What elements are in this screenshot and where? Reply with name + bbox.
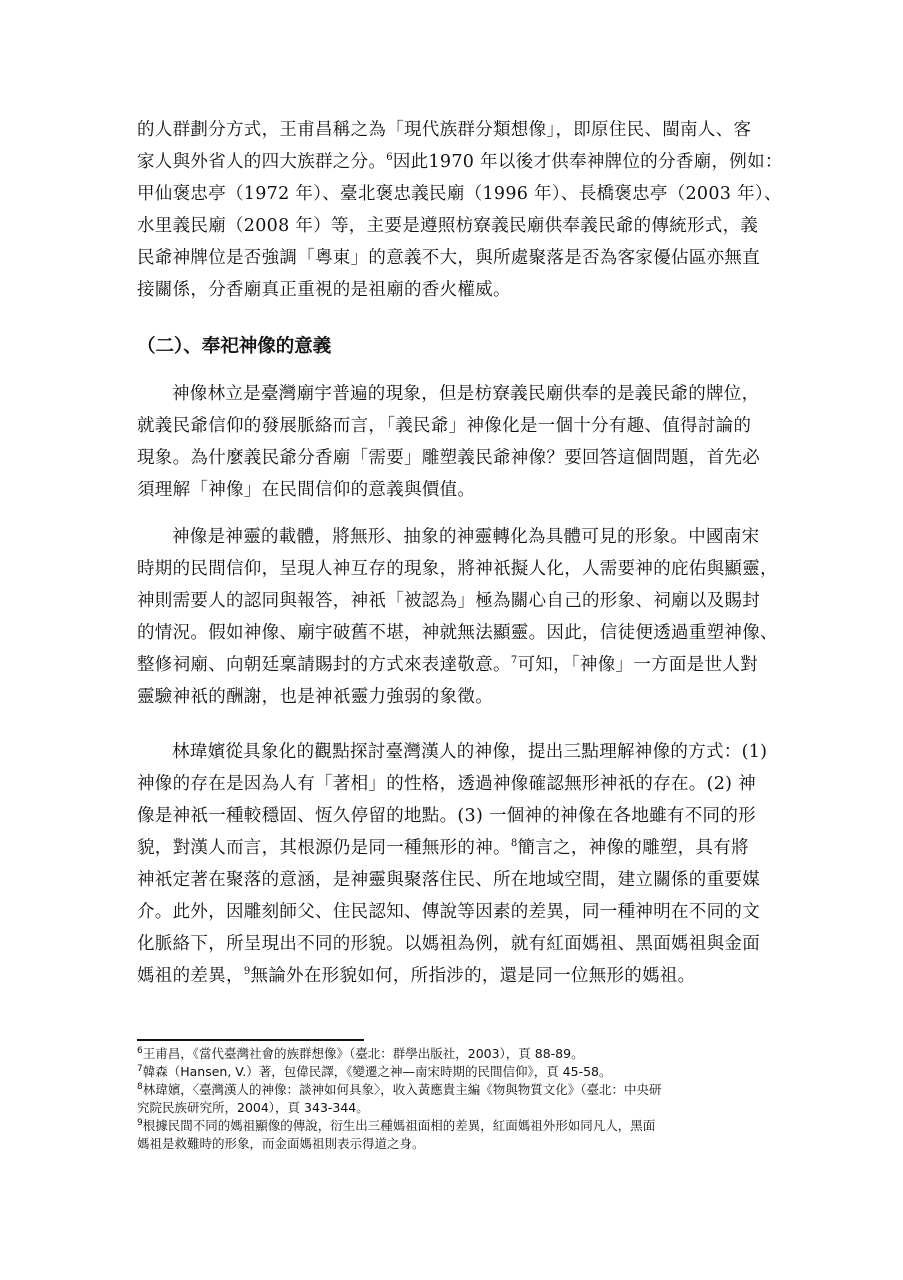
footnote-mark: 8 [137,1081,143,1092]
footnote-mark: 6 [137,1045,143,1056]
text-line: 靈驗神祇的酬謝，也是神祇靈力強弱的象徵。 [137,687,493,707]
text-span: 整修祠廟、向朝廷稟請賜封的方式來表達敬意。 [137,655,511,675]
footnote-8 [137,1081,777,1099]
text-line: 接關係，分香廟真正重視的是祖廟的香火權威。 [137,280,511,300]
footnote-text: 林瑋嬪，〈臺灣漢人的神像：談神如何具象〉，收入黃應貴主編《物與物質文化》（臺北：中央研 [142,1082,662,1097]
text-line: 須理解「神像」在民間信仰的意義與價值。 [137,480,476,500]
text-line [137,649,769,681]
text-line: 神像是神靈的載體，將無形、抽象的神靈轉化為具體可見的形象。中國南宋 [172,527,760,547]
footnotes [137,1045,777,1153]
text-line [137,146,783,178]
text-span: 貌，對漢人而言，其根源仍是同一種無形的神。 [137,838,511,858]
text-line: 時期的民間信仰，呈現人神互存的現象，將神祇擬人化，人需要神的庇佑與顯靈， [137,559,778,579]
footnote-mark: 9 [137,1117,143,1128]
footnote-7 [137,1063,777,1081]
text-line: 就義民爺信仰的發展脈絡而言，「義民爺」神像化是一個十分有趣、值得討論的 [137,416,752,436]
text-span: 可知，「神像」一方面是世人對 [517,655,758,675]
footnote-6 [137,1045,777,1063]
footnote-9 [137,1117,777,1135]
text-line: 像是神祇一種較穩固、恆久停留的地點。(3) 一個神的神像在各地雖有不同的形 [137,806,756,826]
text-span: 簡言之，神像的雕塑，具有將 [517,838,749,858]
text-span: 家人與外省人的四大族群之分。 [137,152,387,172]
text-line: 民爺神牌位是否強調「粵東」的意義不大，與所處聚落是否為客家優佔區亦無直 [137,248,760,268]
text-line: 神像的存在是因為人有「著相」的性格，透過神像確認無形神祇的存在。(2) 神 [137,774,756,794]
text-line: 的人群劃分方式，王甫昌稱之為「現代族群分類想像」，即原住民、閩南人、客 [137,120,752,140]
text-line [137,960,769,992]
footnote-ref-7[interactable]: 7 [510,655,518,667]
section-heading: （二）、奉祀神像的意義 [137,336,332,357]
text-line: 甲仙褒忠亭（1972 年）、臺北褒忠義民廟（1996 年）、長橋褒忠亭（2003 年）、 [137,184,782,204]
text-line: 神像林立是臺灣廟宇普遍的現象，但是枋寮義民廟供奉的是義民爺的牌位， [172,384,760,404]
text-line: 現象。為什麼義民爺分香廟「需要」雕塑義民爺神像？要回答這個問題，首先必 [137,448,760,468]
paragraph-1 [137,114,783,306]
text-span: 因此1970 年以後才供奉神牌位的分香廟，例如： [392,152,783,172]
footnote-separator [137,1039,364,1041]
paragraph-4 [137,736,769,992]
text-line: 化脈絡下，所呈現出不同的形貌。以媽祖為例，就有紅面媽祖、黑面媽祖與金面 [137,934,760,954]
footnote-8-cont: 究院民族研究所，2004），頁 343-344。 [137,1100,369,1115]
text-line: 神則需要人的認同與報答，神祇「被認為」極為關心自己的形象、祠廟以及賜封 [137,591,760,611]
paragraph-3 [137,521,778,713]
footnote-mark: 7 [137,1063,143,1074]
text-line: 神祇定著在聚落的意涵，是神靈與聚落住民、所在地域空間，建立關係的重要媒 [137,870,760,890]
footnote-ref-9[interactable]: 9 [243,966,251,978]
footnote-text: 王甫昌，《當代臺灣社會的族群想像》（臺北：群學出版社，2003），頁 88-89。 [142,1046,584,1061]
text-line: 水里義民廟（2008 年）等，主要是遵照枋寮義民廟供奉義民爺的傳統形式，義 [137,216,759,236]
paragraph-2 [137,378,769,506]
text-line: 介。此外，因雕刻師父、住民認知、傳說等因素的差異，同一種神明在不同的文 [137,902,760,922]
text-span: 媽祖的差異， [137,966,244,986]
footnote-9-cont: 媽祖是救難時的形象，而金面媽祖則表示得道之身。 [137,1136,425,1151]
footnote-ref-6[interactable]: 6 [386,152,393,164]
text-line: 的情況。假如神像、廟宇破舊不堪，神就無法顯靈。因此，信徒便透過重塑神像、 [137,623,778,643]
text-span: 無論外在形貌如何，所指涉的，還是同一位無形的媽祖。 [250,966,696,986]
footnote-ref-8[interactable]: 8 [510,838,518,850]
footnote-text: 根據民間不同的媽祖顯像的傳說，衍生出三種媽祖面相的差異，紅面媽祖外形如同凡人，黑面 [142,1118,656,1133]
text-line: 林瑋嬪從具象化的觀點探討臺灣漢人的神像，提出三點理解神像的方式：(1) [172,742,768,762]
text-line [137,832,769,864]
footnote-text: 韓森（Hansen, V.）著，包偉民譯，《變遷之神—南宋時期的民間信仰》，頁 45-58。 [142,1064,612,1079]
